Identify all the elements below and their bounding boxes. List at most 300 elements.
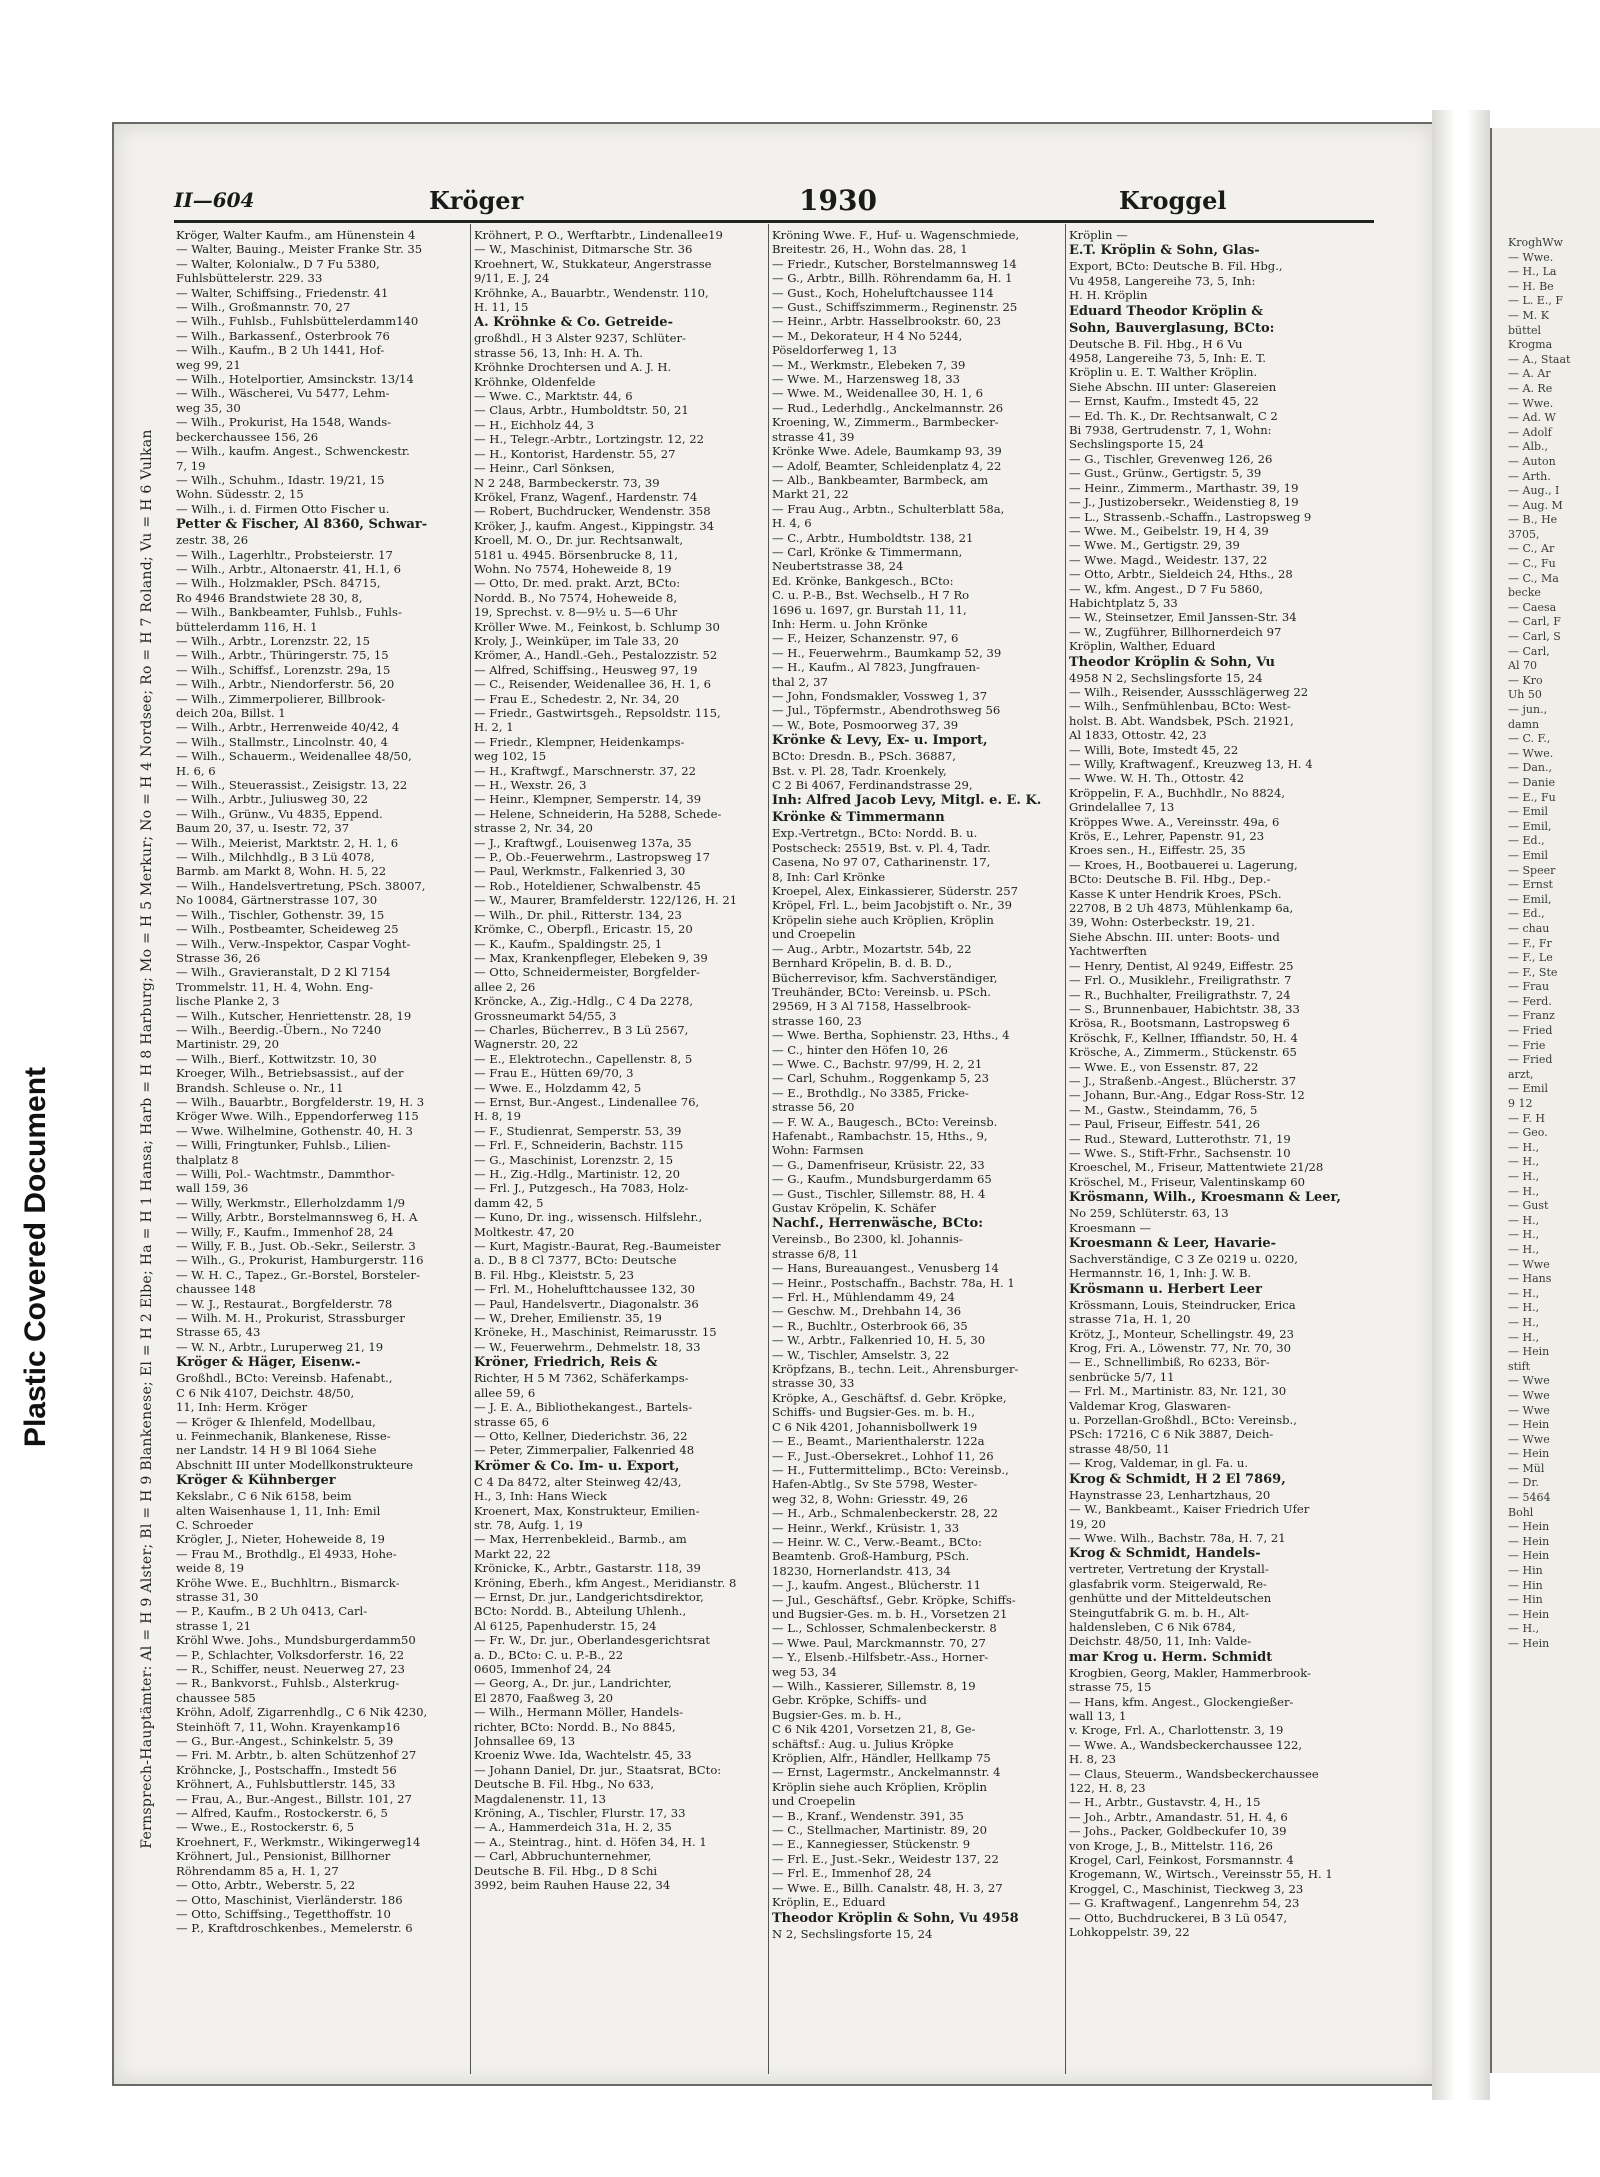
- facing-page-fragment: — Ernst: [1508, 878, 1553, 892]
- directory-entry-line: Kröncke, A., Zig.-Hdlg., C 4 Da 2278,: [474, 994, 694, 1009]
- directory-entry-line: — Heinr., Carl Sönksen,: [474, 461, 615, 476]
- directory-entry-line: Magdalenenstr. 11, 13: [474, 1791, 607, 1806]
- directory-entry-line: strasse 48/50, 11: [1069, 1441, 1171, 1456]
- directory-entry-line: — Wilh., Verw.-Inspektor, Caspar Voght-: [176, 936, 411, 951]
- directory-entry-line: Steingutfabrik G. m. b. H., Alt-: [1069, 1605, 1249, 1620]
- directory-entry-line: Kasse K unter Hendrik Kroes, PSch.: [1069, 886, 1282, 901]
- directory-entry-line: — Wilh., Prokurist, Ha 1548, Wands-: [176, 415, 392, 430]
- facing-page-fragment: — Wwe.: [1508, 250, 1554, 264]
- directory-entry-line: — Frl. M., Hohelufttchaussee 132, 30: [474, 1282, 695, 1297]
- directory-entry-line: holst. B. Abt. Wandsbek, PSch. 21921,: [1069, 713, 1294, 728]
- directory-entry-line: — W., Maurer, Bramfelderstr. 122/126, H. 21: [474, 893, 738, 908]
- directory-entry-line: — Gust., Koch, Hoheluftchaussee 114: [772, 285, 994, 300]
- directory-entry-line: — Aug., Arbtr., Mozartstr. 54b, 22: [772, 941, 972, 956]
- column-divider: [768, 224, 769, 2074]
- directory-entry-line: — Frl. H., Mühlendamm 49, 24: [772, 1290, 955, 1305]
- directory-entry-line: damm 42, 5: [474, 1195, 544, 1210]
- directory-entry-line: Kröhnke Drochtersen und A. J. H.: [474, 360, 672, 375]
- directory-entry-line: — G., Arbtr., Billh. Röhrendamm 6a, H. 1: [772, 271, 1013, 286]
- directory-entry-line: 3992, beim Rauhen Hause 22, 34: [474, 1878, 671, 1893]
- directory-entry-line: Deichstr. 48/50, 11, Inh: Valde-: [1069, 1634, 1252, 1649]
- directory-entry-line: chaussee 585: [176, 1690, 256, 1705]
- column-divider: [470, 224, 471, 2074]
- directory-entry-line: Barmb. am Markt 8, Wohn. H. 5, 22: [176, 864, 387, 879]
- directory-entry-line: 39, Wohn: Osterbeckstr. 19, 21.: [1069, 915, 1255, 930]
- directory-entry-line: weide 8, 19: [176, 1561, 244, 1576]
- directory-entry-line: Deutsche B. Fil. Hbg., No 633,: [474, 1777, 655, 1792]
- facing-page-fragment: — A. Ar: [1508, 367, 1551, 381]
- facing-page-fragment: — Caesa: [1508, 600, 1557, 614]
- directory-entry-line: C. Schroeder: [176, 1517, 253, 1532]
- directory-entry-line: — Wilh., Arbtr., Juliusweg 30, 22: [176, 792, 368, 807]
- directory-entry-line: Krönicke, K., Arbtr., Gastarstr. 118, 39: [474, 1561, 701, 1576]
- facing-page-fragment: — B., He: [1508, 513, 1558, 527]
- telephone-exchange-legend-text: Fernsprech-Hauptämter: Al = H 9 Alster; Bl = H 9 Blankenese; El = H 2 Elbe; Ha = H 1 Hansa; Harb = H 8 Harburg; Mo = H 5 Merkur; No = H 4 Nordsee; Ro = H 7 Roland; Vu = H 6 Vulkan: [139, 429, 155, 1849]
- directory-entry-line: Deutsche B. Fil. Hbg., H 6 Vu: [1069, 336, 1243, 351]
- facing-page-fragment: arzt,: [1508, 1067, 1534, 1081]
- directory-entry-line: Krönke Wwe. Adele, Baumkamp 93, 39: [772, 444, 1002, 459]
- directory-entry-line: C 6 Nik 4201, Johannisbollwerk 19: [772, 1419, 978, 1434]
- facing-page-fragment: — Dr.: [1508, 1476, 1539, 1490]
- directory-entry-line: — H., Arb., Schmalenbeckerstr. 28, 22: [772, 1506, 999, 1521]
- directory-entry-line: Richter, H 5 M 7362, Schäferkamps-: [474, 1371, 689, 1386]
- directory-entry-line: — F., Studienrat, Semperstr. 53, 39: [474, 1123, 682, 1138]
- facing-page-fragment: — Wwe.: [1508, 396, 1554, 410]
- directory-entry-line: — C., Reisender, Weidenallee 36, H. 1, 6: [474, 677, 712, 692]
- directory-entry-line: — Wilh., Arbtr., Altonaerstr. 41, H.1, 6: [176, 561, 402, 576]
- facing-page-fragment: damn: [1508, 717, 1540, 731]
- facing-page-fragment: — Emil,: [1508, 892, 1552, 906]
- directory-entry-line: Brandsh. Schleuse o. Nr., 11: [176, 1080, 344, 1095]
- directory-page: [112, 122, 1436, 2086]
- firm-entry-heading: Theodor Kröplin & Sohn, Vu 4958: [772, 1910, 1019, 1926]
- directory-entry-line: — B., Kranf., Wendenstr. 391, 35: [772, 1808, 964, 1823]
- directory-entry-line: — Willy, Arbtr., Borstelmannsweg 6, H. A: [176, 1210, 418, 1225]
- directory-entry-line: — Wilh., Lagerhltr., Probsteierstr. 17: [176, 547, 393, 562]
- directory-entry-line: Baum 20, 37, u. Isestr. 72, 37: [176, 821, 350, 836]
- firm-entry-heading: Krösmann u. Herbert Leer: [1069, 1281, 1262, 1297]
- directory-entry-line: — Walter, Schiffsing., Friedenstr. 41: [176, 285, 389, 300]
- facing-page-fragment: — Auton: [1508, 454, 1556, 468]
- directory-entry-line: Ed. Krönke, Bankgesch., BCto:: [772, 573, 954, 588]
- directory-entry-line: — Wilh., Bauarbtr., Borgfelderstr. 19, H. 3: [176, 1094, 425, 1109]
- directory-entry-line: — W., Maschinist, Ditmarsche Str. 36: [474, 242, 693, 257]
- directory-entry-line: — Wilh., Holzmakler, PSch. 84715,: [176, 576, 381, 591]
- directory-entry-line: Röhrendamm 85 a, H. 1, 27: [176, 1863, 339, 1878]
- directory-entry-line: — Friedr., Klempner, Heidenkamps-: [474, 734, 685, 749]
- directory-entry-line: 9/11, E. J, 24: [474, 271, 550, 286]
- page-number: II—604: [174, 188, 255, 212]
- directory-entry-line: Krogel, Carl, Feinkost, Forsmannstr. 4: [1069, 1853, 1294, 1868]
- directory-entry-line: Kroly, J., Weinküper, im Tale 33, 20: [474, 633, 679, 648]
- facing-page-fragment: — E., Fu: [1508, 790, 1556, 804]
- directory-entry-line: — Willy, Kraftwagenf., Kreuzweg 13, H. 4: [1069, 757, 1313, 771]
- directory-entry-line: — Otto, Dr. med. prakt. Arzt, BCto:: [474, 576, 681, 591]
- directory-entry-line: str. 78, Aufg. 1, 19: [474, 1517, 583, 1532]
- directory-entry-line: weg 32, 8, Wohn: Griesstr. 49, 26: [772, 1491, 968, 1506]
- directory-entry-line: — G., Damenfriseur, Krüsistr. 22, 33: [772, 1157, 985, 1172]
- directory-entry-line: — F. W. A., Baugesch., BCto: Vereinsb.: [772, 1114, 998, 1129]
- facing-page-fragment: — H.,: [1508, 1170, 1540, 1183]
- directory-entry-line: H. 8, 23: [1069, 1752, 1116, 1767]
- directory-entry-line: — Hans, kfm. Angest., Glockengießer-: [1069, 1694, 1294, 1709]
- directory-entry-line: Kröppes Wwe. A., Vereinsstr. 49a, 6: [1069, 814, 1280, 829]
- directory-entry-line: — G. Kraftwagenf., Langenrehm 54, 23: [1069, 1896, 1300, 1911]
- facing-page-fragment: — Ed.,: [1508, 907, 1545, 921]
- directory-entry-line: H. 4, 6: [772, 516, 812, 531]
- directory-entry-line: — Ernst, Bur.-Angest., Lindenallee 76,: [474, 1094, 700, 1109]
- directory-entry-line: glasfabrik vorm. Steigerwald, Re-: [1069, 1576, 1267, 1591]
- directory-entry-line: — Kröger & Ihlenfeld, Modellbau,: [176, 1414, 376, 1429]
- facing-page-fragment: — M. K: [1508, 308, 1549, 322]
- directory-entry-line: — J., kaufm. Angest., Blücherstr. 11: [772, 1578, 981, 1593]
- directory-entry-line: — Frau E., Hütten 69/70, 3: [474, 1066, 634, 1081]
- directory-entry-line: Krömke, C., Oberpfl., Ericastr. 15, 20: [474, 922, 693, 937]
- directory-entry-line: Kroening, W., Zimmerm., Barmbecker-: [772, 415, 999, 430]
- facing-page-fragment: büttel: [1508, 323, 1541, 337]
- firm-entry-heading: Krömer & Co. Im- u. Export,: [474, 1458, 680, 1474]
- directory-entry-line: — Claus, Arbtr., Humboldtstr. 50, 21: [474, 403, 689, 418]
- directory-entry-line: — Ernst, Dr. jur., Landgerichtsdirektor,: [474, 1589, 704, 1604]
- directory-entry-line: — Wilh., kaufm. Angest., Schwenckestr.: [176, 444, 410, 459]
- directory-entry-line: Deutsche B. Fil. Hbg., D 8 Schi: [474, 1863, 658, 1878]
- directory-entry-line: — Wwe. S., Stift-Frhr., Sachsenstr. 10: [1069, 1145, 1291, 1160]
- directory-entry-line: Vu 4958, Langereihe 73, 5, Inh:: [1069, 273, 1256, 288]
- directory-entry-line: Kroehnert, W., Stukkateur, Angerstrasse: [474, 256, 712, 271]
- directory-entry-line: — W., Zugführer, Billhornerdeich 97: [1069, 624, 1282, 639]
- directory-entry-line: — E., Brothdlg., No 3385, Fricke-: [772, 1085, 969, 1100]
- directory-entry-line: Kröhnke, A., Bauarbtr., Wendenstr. 110,: [474, 285, 709, 300]
- directory-entry-line: — H., Feuerwehrm., Baumkamp 52, 39: [772, 645, 1002, 660]
- directory-entry-line: Kröppelin, F. A., Buchhdlr., No 8824,: [1069, 785, 1286, 800]
- facing-page-fragment: — H.,: [1508, 1301, 1540, 1315]
- directory-entry-line: — A., Hammerdeich 31a, H. 2, 35: [474, 1820, 672, 1835]
- directory-entry-line: wall 13, 1: [1069, 1708, 1127, 1723]
- directory-entry-line: — H., Kontorist, Hardenstr. 55, 27: [474, 446, 676, 461]
- directory-entry-line: Kröller Wwe. M., Feinkost, b. Schlump 30: [474, 619, 720, 634]
- directory-entry-line: — Wilh., Gravieranstalt, D 2 Kl 7154: [176, 965, 391, 980]
- directory-entry-line: — Heinr., Klempner, Semperstr. 14, 39: [474, 792, 702, 807]
- facing-page-fragment: — Aug. M: [1508, 498, 1563, 512]
- directory-entry-line: von Kroge, J., B., Mittelstr. 116, 26: [1069, 1838, 1273, 1853]
- directory-entry-line: 122, H. 8, 23: [1069, 1781, 1146, 1795]
- directory-entry-line: C 6 Nik 4107, Deichstr. 48/50,: [176, 1385, 355, 1400]
- directory-entry-line: Kröker, J., kaufm. Angest., Kippingstr. 34: [474, 518, 715, 533]
- directory-entry-line: — Peter, Zimmerpalier, Falkenried 48: [474, 1443, 695, 1458]
- directory-entry-line: — Heinr., Werkf., Krüsistr. 1, 33: [772, 1520, 960, 1535]
- directory-entry-line: strasse 30, 33: [772, 1376, 855, 1391]
- directory-entry-line: — R., Buchhalter, Freiligrathstr. 7, 24: [1069, 987, 1291, 1002]
- directory-entry-line: — H., Telegr.-Arbtr., Lortzingstr. 12, 22: [474, 432, 705, 447]
- directory-entry-line: strasse 71a, H. 1, 20: [1069, 1312, 1191, 1327]
- directory-entry-line: Krögler, J., Nieter, Hoheweide 8, 19: [176, 1532, 385, 1547]
- directory-entry-line: — Fri. M. Arbtr., b. alten Schützenhof 27: [176, 1748, 417, 1763]
- directory-entry-line: — Rud., Steward, Lutterothstr. 71, 19: [1069, 1131, 1291, 1146]
- facing-page-fragment: — Carl, F: [1508, 615, 1561, 629]
- directory-entry-line: — Wilh., Reisender, Aussschlägerweg 22: [1069, 684, 1309, 699]
- directory-entry-line: — Frl. E., Immenhof 28, 24: [772, 1866, 932, 1881]
- directory-entry-line: Gebr. Kröpke, Schiffs- und: [772, 1693, 927, 1708]
- directory-entry-line: strasse 65, 6: [474, 1414, 550, 1429]
- directory-entry-line: weg 53, 34: [772, 1664, 837, 1679]
- facing-page-fragment: — Alb.,: [1508, 440, 1548, 454]
- directory-entry-line: Treuhänder, BCto: Vereinsb. u. PSch.: [772, 984, 991, 999]
- directory-entry-line: — Kurt, Magistr.-Baurat, Reg.-Baumeister: [474, 1239, 721, 1254]
- directory-entry-line: — Willi, Pol.- Wachtmstr., Dammthor-: [176, 1167, 395, 1181]
- directory-entry-line: H., 3, Inh: Hans Wieck: [474, 1489, 607, 1504]
- directory-entry-line: — L., Strassenb.-Schaffn., Lastropsweg 9: [1069, 509, 1312, 524]
- entries-column-1: [176, 228, 466, 2078]
- directory-entry-line: Kekslabr., C 6 Nik 6158, beim: [176, 1489, 352, 1504]
- firm-entry-heading: Inh: Alfred Jacob Levy, Mitgl. e. E. K.: [772, 793, 1042, 809]
- facing-page-fragment: stift: [1508, 1359, 1531, 1373]
- directory-entry-line: No 10084, Gärtnerstrasse 107, 30: [176, 893, 378, 908]
- directory-entry-line: — W., kfm. Angest., D 7 Fu 5860,: [1069, 581, 1264, 596]
- directory-entry-line: — Wilh., Arbtr., Herrenweide 40/42, 4: [176, 720, 400, 735]
- directory-entry-line: Krog, Fri. A., Löwenstr. 77, Nr. 70, 30: [1069, 1341, 1292, 1356]
- directory-entry-line: — Wilh., Arbtr., Lorenzstr. 22, 15: [176, 633, 371, 648]
- facing-page-fragment: 3705,: [1508, 527, 1540, 541]
- directory-entry-line: — Adolf, Beamter, Schleidenplatz 4, 22: [772, 458, 1002, 473]
- directory-entry-line: ner Landstr. 14 H 9 Bl 1064 Siehe: [176, 1443, 377, 1458]
- directory-entry-line: Export, BCto: Deutsche B. Fil. Hbg.,: [1069, 259, 1283, 274]
- directory-entry-line: Sachverständige, C 3 Ze 0219 u. 0220,: [1069, 1252, 1298, 1266]
- year-title: 1930: [799, 184, 877, 217]
- directory-entry-line: Habichtplatz 5, 33: [1069, 595, 1178, 610]
- facing-page-fragment: — H.,: [1508, 1286, 1540, 1300]
- column-divider: [1065, 224, 1066, 2074]
- directory-entry-line: Kröneke, H., Maschinist, Reimarusstr. 15: [474, 1325, 717, 1340]
- facing-page-fragment: — Wwe: [1508, 1257, 1550, 1271]
- directory-entry-line: Krös, E., Lehrer, Papenstr. 91, 23: [1069, 829, 1265, 844]
- directory-entry-line: Kröhl Wwe. Johs., Mundsburgerdamm50: [176, 1633, 416, 1648]
- directory-entry-line: Kröpfzans, B., techn. Leit., Ahrensburger-: [772, 1362, 1019, 1377]
- directory-entry-line: Al 6125, Papenhuderstr. 15, 24: [474, 1618, 657, 1633]
- directory-entry-line: — W. J., Restaurat., Borgfelderstr. 78: [176, 1296, 393, 1311]
- directory-entry-line: — Wwe. Magd., Weidestr. 137, 22: [1069, 552, 1268, 567]
- directory-entry-line: N 2, Sechslingsforte 15, 24: [772, 1926, 933, 1941]
- firm-entry-heading: Krog & Schmidt, H 2 El 7869,: [1069, 1471, 1286, 1487]
- directory-entry-line: C. u. P.-B., Bst. Wechselb., H 7 Ro: [772, 588, 970, 603]
- facing-page-text: [1492, 128, 1600, 1652]
- directory-entry-line: Haynstrasse 23, Lenhartzhaus, 20: [1069, 1487, 1271, 1502]
- directory-entry-line: — Wwe., E., Rostockerstr. 6, 5: [176, 1820, 355, 1835]
- facing-page-fragment: — H.,: [1508, 1228, 1540, 1242]
- directory-entry-line: — R., Schiffer, neust. Neuerweg 27, 23: [176, 1662, 405, 1676]
- directory-entry-line: — Willi, Fringtunker, Fuhlsb., Lilien-: [176, 1138, 391, 1153]
- directory-entry-line: — Otto, Maschinist, Vierländerstr. 186: [176, 1892, 403, 1907]
- facing-page-fragment: — 5464: [1508, 1491, 1551, 1505]
- directory-entry-line: 19, Sprechst. v. 8—9½ u. 5—6 Uhr: [474, 605, 678, 620]
- directory-entry-line: — Georg, A., Dr. jur., Landrichter,: [474, 1676, 672, 1691]
- firm-entry-heading: Kröner, Friedrich, Reis &: [474, 1355, 658, 1371]
- directory-entry-line: B. Fil. Hbg., Kleiststr. 5, 23: [474, 1267, 635, 1282]
- facing-page-fragment: Bohl: [1508, 1505, 1534, 1519]
- directory-entry-line: Bi 7938, Gertrudenstr. 7, 1, Wohn:: [1069, 423, 1272, 438]
- directory-entry-line: — Wwe. E., von Essenstr. 87, 22: [1069, 1059, 1259, 1074]
- directory-entry-line: genhütte und der Mitteldeutschen: [1069, 1591, 1272, 1606]
- directory-entry-line: — E., Schnellimbiß, Ro 6233, Bör-: [1069, 1355, 1270, 1370]
- directory-entry-line: — Heinr., Arbtr. Hasselbrookstr. 60, 23: [772, 314, 1001, 329]
- directory-entry-line: — Wwe. M., Geibelstr. 19, H 4, 39: [1069, 523, 1269, 538]
- directory-entry-line: u. Porzellan-Großhdl., BCto: Vereinsb.,: [1069, 1413, 1297, 1428]
- directory-entry-line: — Wilh., Barkassenf., Osterbrook 76: [176, 328, 390, 343]
- directory-entry-line: strasse 160, 23: [772, 1013, 862, 1028]
- facing-page-fragment: — Hein: [1508, 1534, 1550, 1548]
- facing-page-fragment: — H.,: [1508, 1155, 1540, 1169]
- directory-entry-line: und Croepelin: [772, 927, 856, 942]
- directory-entry-line: — G., Tischler, Grevenweg 126, 26: [1069, 451, 1273, 466]
- directory-entry-line: — W., Dreher, Emilienstr. 35, 19: [474, 1311, 662, 1326]
- directory-entry-line: — H., Kraftwgf., Marschnerstr. 37, 22: [474, 763, 697, 778]
- directory-entry-line: allee 2, 26: [474, 979, 536, 994]
- directory-entry-line: — H., Futtermittelimp., BCto: Vereinsb.,: [772, 1462, 1009, 1477]
- firm-entry-heading: Krösmann, Wilh., Kroesmann & Leer,: [1069, 1190, 1341, 1206]
- facing-page-fragment: — Adolf: [1508, 425, 1552, 439]
- facing-page-fragment: — Carl, S: [1508, 630, 1561, 644]
- facing-page-fragment: — H.,: [1508, 1184, 1540, 1198]
- directory-entry-line: — John, Fondsmakler, Vossweg 1, 37: [772, 689, 988, 703]
- facing-page-fragment: — Dan.,: [1508, 761, 1552, 775]
- directory-entry-line: — Wilh., Großmannstr. 70, 27: [176, 300, 351, 315]
- facing-page-fragment: — F., Le: [1508, 951, 1553, 965]
- directory-entry-line: — C., Arbtr., Humboldtstr. 138, 21: [772, 530, 974, 545]
- facing-page-edge: [1490, 128, 1600, 2073]
- directory-entry-line: — Wwe. Wilh., Bachstr. 78a, H. 7, 21: [1069, 1530, 1286, 1545]
- facing-page-fragment: — H.,: [1508, 1622, 1540, 1636]
- directory-entry-line: — Otto, Schiffsing., Tegetthoffstr. 10: [176, 1906, 391, 1921]
- directory-entry-line: Krötz, J., Monteur, Schellingstr. 49, 23: [1069, 1326, 1294, 1341]
- directory-entry-line: Kröplin u. E. T. Walther Kröplin.: [1069, 365, 1258, 380]
- facing-page-fragment: — chau: [1508, 921, 1550, 935]
- firm-entry-heading: Nachf., Herrenwäsche, BCto:: [772, 1216, 984, 1232]
- directory-entry-line: Trommelstr. 11, H. 4, Wohn. Eng-: [176, 979, 374, 994]
- directory-entry-line: — W. H. C., Tapez., Gr.-Borstel, Borsteler-: [176, 1267, 420, 1282]
- directory-entry-line: — J. E. A., Bibliothekangest., Bartels-: [474, 1400, 693, 1415]
- directory-entry-line: Sechslingsporte 15, 24: [1069, 437, 1204, 452]
- directory-entry-line: — Wilh., Meierist, Marktstr. 2, H. 1, 6: [176, 835, 399, 850]
- directory-entry-line: — Frl. M., Martinistr. 83, Nr. 121, 30: [1069, 1384, 1287, 1399]
- directory-entry-line: — E., Beamt., Marienthalerstr. 122a: [772, 1434, 985, 1449]
- directory-entry-line: Kroeschel, M., Friseur, Mattentwiete 21/28: [1069, 1160, 1324, 1175]
- directory-entry-line: Kroepel, Alex, Einkassierer, Süderstr. 257: [772, 884, 1018, 899]
- directory-entry-line: — Wwe. Paul, Marckmannstr. 70, 27: [772, 1635, 986, 1650]
- directory-entry-line: strasse 1, 21: [176, 1618, 252, 1633]
- facing-page-fragment: — Hein: [1508, 1607, 1550, 1621]
- directory-entry-line: Kröpel, Frl. L., beim Jacobjstift o. Nr., 39: [772, 898, 1013, 913]
- directory-entry-line: 0605, Immenhof 24, 24: [474, 1662, 612, 1676]
- directory-entry-line: — Heinr., Postschaffn., Bachstr. 78a, H. 1: [772, 1275, 1015, 1290]
- directory-entry-line: — Henry, Dentist, Al 9249, Eiffestr. 25: [1069, 958, 1294, 973]
- directory-entry-line: Exp.-Vertretgn., BCto: Nordd. B. u.: [772, 826, 978, 841]
- directory-entry-line: strasse 75, 15: [1069, 1680, 1152, 1695]
- directory-entry-line: — Heinr. W. C., Verw.-Beamt., BCto:: [772, 1534, 982, 1549]
- directory-entry-line: — Wilh., Arbtr., Niendorferstr. 56, 20: [176, 677, 395, 692]
- directory-entry-line: Krömer, A., Handl.-Geh., Pestalozzistr. 52: [474, 648, 718, 663]
- entries-column-2: [474, 228, 764, 2078]
- facing-page-fragment: — F. H: [1508, 1111, 1546, 1125]
- directory-entry-line: Hermannstr. 16, 1, Inh: J. W. B.: [1069, 1266, 1252, 1281]
- directory-entry-line: — Otto, Kellner, Diederichstr. 36, 22: [474, 1428, 688, 1443]
- firm-entry-heading: Petter & Fischer, Al 8360, Schwar-: [176, 517, 428, 533]
- directory-entry-line: — H., Zig.-Hdlg., Martinistr. 12, 20: [474, 1167, 680, 1181]
- directory-entry-line: deich 20a, Billst. 1: [176, 706, 286, 720]
- directory-entry-line: Bst. v. Pl. 28, Tadr. Kroenkely,: [772, 763, 947, 778]
- directory-entry-line: Inh: Herm. u. John Krönke: [772, 616, 928, 631]
- directory-entry-line: — Y., Elsenb.-Hilfsbetr.-Ass., Horner-: [772, 1650, 989, 1665]
- facing-page-fragment: — Fried: [1508, 1024, 1553, 1038]
- directory-entry-line: — Ed. Th. K., Dr. Rechtsanwalt, C 2: [1069, 408, 1278, 423]
- directory-entry-line: — H., Eichholz 44, 3: [474, 417, 595, 432]
- facing-page-fragment: — F., Ste: [1508, 965, 1558, 979]
- directory-entry-line: — Wwe. Wilhelmine, Gothenstr. 40, H. 3: [176, 1123, 413, 1138]
- directory-entry-line: C 6 Nik 4201, Vorsetzen 21, 8, Ge-: [772, 1722, 976, 1737]
- facing-page-fragment: — C., Ma: [1508, 571, 1559, 585]
- directory-entry-line: Krössmann, Louis, Steindrucker, Erica: [1069, 1297, 1296, 1312]
- directory-entry-line: — W., Arbtr., Falkenried 10, H. 5, 30: [772, 1333, 986, 1348]
- facing-page-fragment: — Emil: [1508, 805, 1548, 819]
- directory-entry-line: Yachtwerften: [1069, 944, 1147, 959]
- directory-entry-line: alten Waisenhause 1, 11, Inh: Emil: [176, 1503, 381, 1518]
- directory-entry-line: Beamtenb. Groß-Hamburg, PSch.: [772, 1549, 970, 1564]
- directory-entry-line: Kröplien, Alfr., Händler, Hellkamp 75: [772, 1751, 991, 1766]
- directory-entry-line: — Wilh., Senfmühlenbau, BCto: West-: [1069, 699, 1291, 714]
- firm-entry-heading: A. Kröhnke & Co. Getreide-: [474, 315, 673, 331]
- entries-column-4: [1069, 228, 1369, 2078]
- firm-entry-heading: mar Krog u. Herm. Schmidt: [1069, 1649, 1273, 1665]
- facing-page-fragment: — Wwe: [1508, 1403, 1550, 1417]
- directory-entry-line: El 2870, Faaßweg 3, 20: [474, 1690, 613, 1705]
- facing-page-fragment: — L. E., F: [1508, 294, 1563, 308]
- directory-entry-line: — Charles, Bücherrev., B 3 Lü 2567,: [474, 1022, 689, 1037]
- facing-page-fragment: — Carl,: [1508, 644, 1550, 658]
- directory-entry-line: H. 6, 6: [176, 763, 216, 778]
- facing-page-fragment: — H.,: [1508, 1315, 1540, 1329]
- facing-page-fragment: — H. Be: [1508, 279, 1554, 293]
- firm-entry-heading: E.T. Kröplin & Sohn, Glas-: [1069, 243, 1260, 259]
- directory-entry-line: — Willi, Bote, Imstedt 45, 22: [1069, 742, 1239, 757]
- facing-page-fragment: — Hin: [1508, 1593, 1543, 1607]
- facing-page-fragment: — C. F.,: [1508, 732, 1551, 746]
- facing-page-fragment: Al 70: [1508, 659, 1537, 673]
- directory-entry-line: — K., Kaufm., Spaldingstr. 25, 1: [474, 936, 663, 951]
- facing-page-fragment: — Ad. W: [1508, 411, 1556, 425]
- directory-entry-line: — Carl, Schuhm., Roggenkamp 5, 23: [772, 1071, 989, 1086]
- guide-word-right: Kroggel: [1119, 186, 1227, 215]
- directory-entry-line: — Geschw. M., Drehbahn 14, 36: [772, 1304, 962, 1319]
- directory-entry-line: 1696 u. 1697, gr. Burstah 11, 11,: [772, 602, 967, 617]
- facing-page-fragment: — Mül: [1508, 1461, 1545, 1475]
- directory-entry-line: Kröhnert, A., Fuhlsbuttlerstr. 145, 33: [176, 1777, 396, 1792]
- directory-entry-line: — Wilh., Schauerm., Weidenallee 48/50,: [176, 749, 412, 764]
- directory-entry-line: — Gust., Grünw., Gertigstr. 5, 39: [1069, 466, 1262, 481]
- directory-entry-line: Grindelallee 7, 13: [1069, 800, 1175, 815]
- directory-entry-line: — Wilh., Stallmstr., Lincolnstr. 40, 4: [176, 734, 389, 749]
- directory-entry-line: — Helene, Schneiderin, Ha 5288, Schede-: [474, 806, 722, 821]
- facing-page-fragment: — Kro: [1508, 673, 1543, 687]
- directory-entry-line: — Fr. W., Dr. jur., Oberlandesgerichtsrat: [474, 1633, 711, 1648]
- directory-entry-line: — P., Schlachter, Volksdorferstr. 16, 22: [176, 1647, 405, 1662]
- directory-entry-line: — Wilh., G., Prokurist, Hamburgerstr. 116: [176, 1253, 424, 1268]
- facing-page-fragment: — Wwe: [1508, 1374, 1550, 1388]
- facing-page-fragment: — Ferd.: [1508, 994, 1552, 1008]
- directory-entry-line: — Wilh., Zimmerpolierer, Billbrook-: [176, 691, 386, 706]
- firm-entry-heading: Krönke & Timmermann: [772, 810, 945, 826]
- page-header: [174, 182, 1374, 216]
- directory-entry-line: — Rob., Hoteldiener, Schwalbenstr. 45: [474, 878, 701, 893]
- directory-entry-line: Kroes sen., H., Eiffestr. 25, 35: [1069, 843, 1246, 858]
- facing-page-fragment: — Hein: [1508, 1447, 1550, 1461]
